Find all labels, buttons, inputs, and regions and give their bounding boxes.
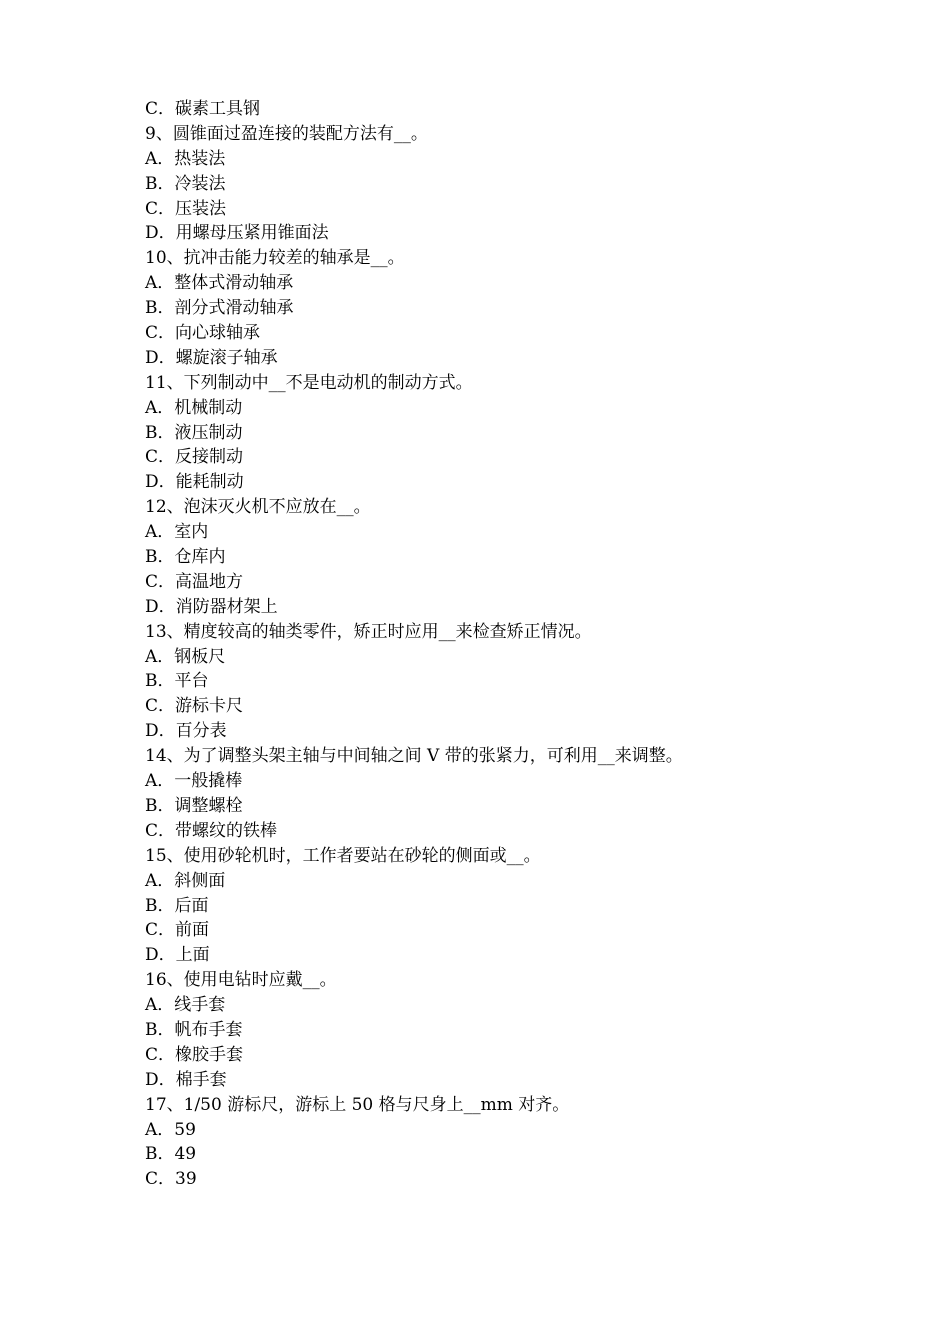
option-line: B．仓库内 <box>145 547 226 568</box>
question-line: 11、下列制动中__不是电动机的制动方式。 <box>145 372 473 393</box>
question-line: 15、使用砂轮机时，工作者要站在砂轮的侧面或__。 <box>145 845 541 866</box>
question-line: 17、1/50 游标尺，游标上 50 格与尺身上__mm 对齐。 <box>145 1094 570 1115</box>
option-line: A．斜侧面 <box>145 870 226 891</box>
option-line: B．冷装法 <box>145 173 226 194</box>
option-line: D．百分表 <box>145 721 227 742</box>
option-line: A．室内 <box>145 522 209 543</box>
question-line: 16、使用电钻时应戴__。 <box>145 970 337 991</box>
option-line: A．热装法 <box>145 148 226 169</box>
option-line: B．49 <box>145 1144 197 1165</box>
option-line: C．前面 <box>145 920 210 941</box>
option-line: A．线手套 <box>145 995 226 1016</box>
option-line: B．剖分式滑动轴承 <box>145 298 294 319</box>
option-line: B．平台 <box>145 671 209 692</box>
option-line: B．帆布手套 <box>145 1019 243 1040</box>
question-line: 13、精度较高的轴类零件，矫正时应用__来检查矫正情况。 <box>145 621 592 642</box>
option-line: C．碳素工具钢 <box>145 99 261 119</box>
option-line: B．液压制动 <box>145 422 243 443</box>
option-line: A．钢板尺 <box>145 646 226 667</box>
option-line: C．高温地方 <box>145 571 244 592</box>
option-line: D．能耗制动 <box>145 472 244 493</box>
option-line: D．棉手套 <box>145 1069 227 1090</box>
option-line: D．消防器材架上 <box>145 596 278 617</box>
option-line: A．一般撬棒 <box>145 771 243 792</box>
option-line: A．59 <box>145 1119 196 1140</box>
question-line: 14、为了调整头架主轴与中间轴之间 V 带的张紧力，可利用__来调整。 <box>145 746 683 767</box>
question-line: 12、泡沫灭火机不应放在__。 <box>145 497 371 518</box>
question-line: 9、圆锥面过盈连接的装配方法有__。 <box>145 123 428 144</box>
option-line: C．带螺纹的铁棒 <box>145 820 278 841</box>
option-line: C．向心球轴承 <box>145 323 261 344</box>
question-line: 10、抗冲击能力较差的轴承是__。 <box>145 248 405 269</box>
option-line: C．压装法 <box>145 198 227 219</box>
option-line: B．调整螺栓 <box>145 795 243 816</box>
question-list <box>145 97 845 1192</box>
option-line: C．游标卡尺 <box>145 696 244 717</box>
option-line: C．39 <box>145 1169 197 1190</box>
option-line: D．螺旋滚子轴承 <box>145 347 278 368</box>
option-line: C．反接制动 <box>145 447 244 468</box>
option-line: A．整体式滑动轴承 <box>145 273 294 294</box>
option-line: D．上面 <box>145 945 210 966</box>
option-line: D．用螺母压紧用锥面法 <box>145 223 329 244</box>
option-line: C．橡胶手套 <box>145 1044 244 1065</box>
option-line: A．机械制动 <box>145 397 243 418</box>
option-line: B．后面 <box>145 895 209 916</box>
